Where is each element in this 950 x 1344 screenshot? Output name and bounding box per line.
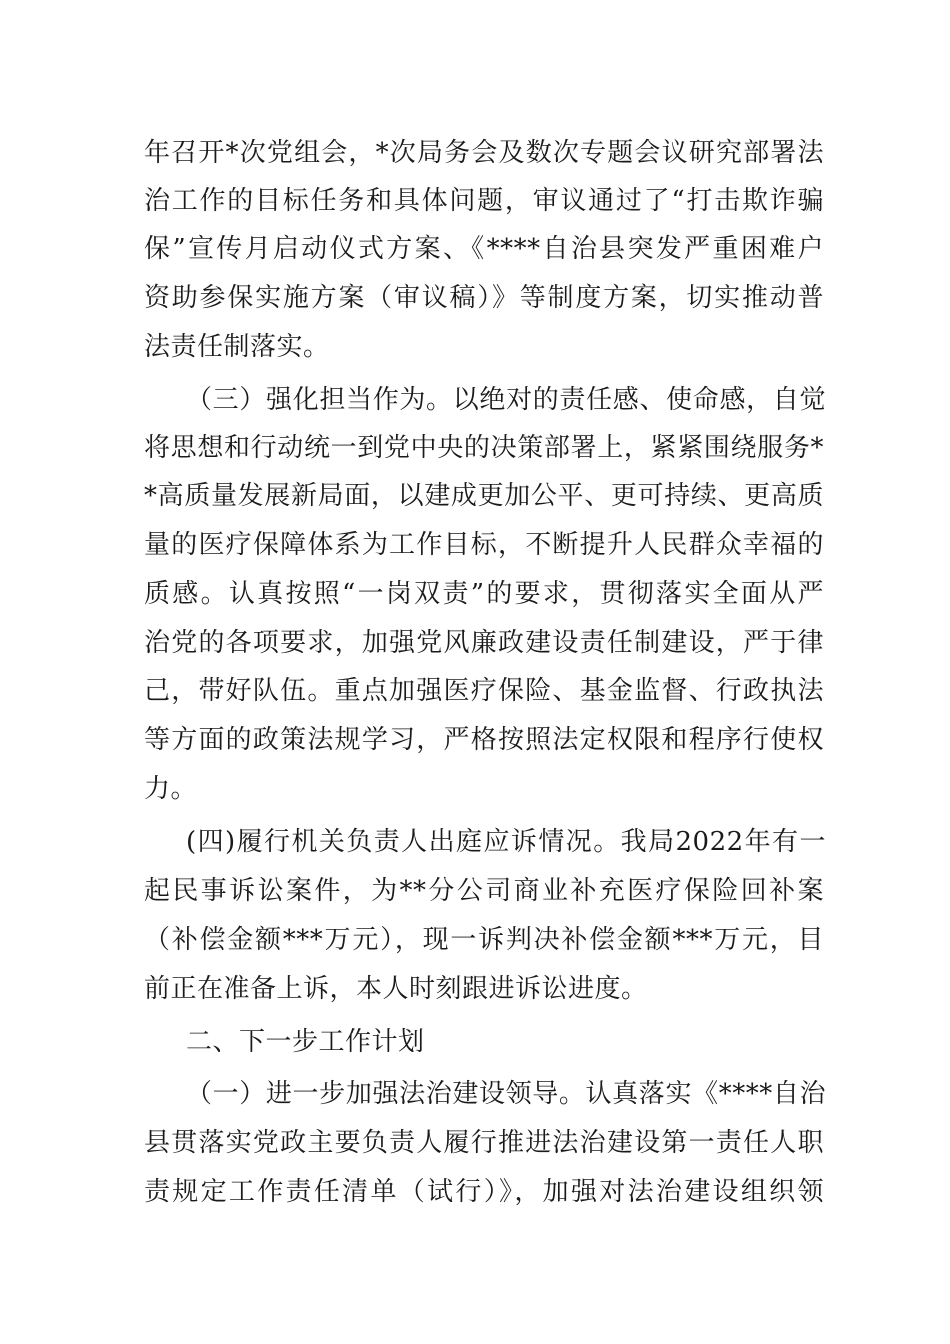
section-heading: 二、下一步工作计划 bbox=[186, 1027, 425, 1057]
text-line: 前正在准备上诉，本人时刻跟进诉讼进度。 bbox=[144, 974, 648, 1004]
text-line: 法责任制落实。 bbox=[144, 332, 330, 362]
text-line: 将思想和行动统一到党中央的决策部署上，紧紧围绕服务* bbox=[144, 433, 824, 463]
text-line: 己，带好队伍。重点加强医疗保险、基金监督、行政执法 bbox=[144, 676, 824, 706]
text-line: 等方面的政策法规学习，严格按照法定权限和程序行使权 bbox=[144, 725, 824, 755]
text-line: 力。 bbox=[144, 774, 198, 804]
text-line: 治工作的目标任务和具体问题，审议通过了“打击欺诈骗 bbox=[144, 186, 824, 216]
text-line: 治党的各项要求，加强党风廉政建设责任制建设，严于律 bbox=[144, 628, 824, 658]
paragraph-heading-3: （三）强化担当作为。以绝对的责任感、使命感，自觉 bbox=[186, 385, 826, 415]
text-line: 责规定工作责任清单（试行）》，加强对法治建设组织领 bbox=[144, 1177, 824, 1207]
text-line: 资助参保实施方案（审议稿）》等制度方案，切实推动普 bbox=[144, 283, 824, 313]
text-line: 起民事诉讼案件，为**分公司商业补充医疗保险回补案 bbox=[144, 876, 824, 906]
text-line: 保”宣传月启动仪式方案、《****自治县突发严重困难户 bbox=[144, 234, 824, 264]
paragraph-heading-1: （一）进一步加强法治建设领导。认真落实《****自治 bbox=[186, 1079, 826, 1109]
paragraph-heading-4: (四)履行机关负责人出庭应诉情况。我局2022年有一 bbox=[186, 827, 826, 857]
text-line: 年召开*次党组会，*次局务会及数次专题会议研究部署法 bbox=[144, 138, 824, 168]
text-line: 质感。认真按照“一岗双责”的要求，贯彻落实全面从严 bbox=[144, 579, 824, 609]
text-line: 量的医疗保障体系为工作目标，不断提升人民群众幸福的 bbox=[144, 530, 824, 560]
text-line: *高质量发展新局面，以建成更加公平、更可持续、更高质 bbox=[144, 481, 824, 511]
text-line: 县贯落实党政主要负责人履行推进法治建设第一责任人职 bbox=[144, 1128, 824, 1158]
text-line: （补偿金额***万元），现一诉判决补偿金额***万元，目 bbox=[144, 925, 824, 955]
